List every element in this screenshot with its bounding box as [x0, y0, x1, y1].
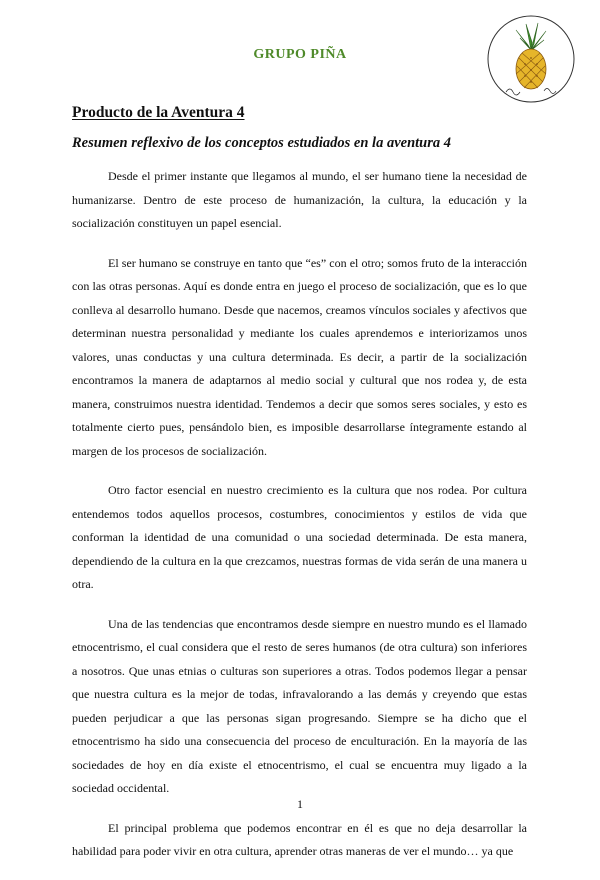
- paragraph: Desde el primer instante que llegamos al mundo, el ser humano tiene la necesidad de humanizarse. Dentro de este proceso de humanización, la cultura, la educación y la socialización constituyen un papel esencial.: [72, 169, 527, 230]
- page-number: 1: [297, 797, 303, 811]
- paragraph: Otro factor esencial en nuestro crecimiento es la cultura que nos rodea. Por cultura entendemos todos aquellos procesos, costumbres, conocimientos y estilos de vida que conforman la identidad de una comunidad o una sociedad determinada. De esta manera, dependiendo de la cultura en la que crezcamos, nuestras formas de vida serán de una manera u otra.: [72, 483, 527, 591]
- section-subheading: Resumen reflexivo de los conceptos estudiados en la aventura 4: [72, 135, 451, 151]
- paragraph: El ser humano se construye en tanto que “es” con el otro; somos fruto de la interacción con las otras personas. Aquí es donde entra en juego el proceso de socialización, que es lo que conlleva al desarrollo humano. Desde que nacemos, creamos vínculos sociales y afectivos que determinan nuestra personalidad y mediante los cuales aprendemos e interiorizamos unos valores, unas conductas y una cultura determinada. Es decir, a partir de la socialización encontramos la manera de adaptarnos al medio social y cultural que nos rodea y, de esta manera, construimos nuestra identidad. Tendemos a decir que somos seres sociales, y esto es totalmente cierto pues, pensándolo bien, es imposible desarrollarse íntegramente estando al margen de los procesos de socialización.: [72, 255, 527, 458]
- paragraph: Una de las tendencias que encontramos desde siempre en nuestro mundo es el llamado etnocentrismo, el cual considera que el resto de seres humanos (de otra cultura) son inferiores a nosotros. Que unas etnias o culturas son superiores a otras. Todos podemos llegar a pensar que nuestra cultura es la mejor de todas, infravalorando a las demás y creyendo que estas pueden perjudicar a que las personas sigan progresando. Siempre se ha dicho que el etnocentrismo ha sido una consecuencia del proceso de enculturación. En la mayoría de las sociedades de hoy en día existe el etnocentrismo, el cual se encuentra muy ligado a la sociedad occidental.: [72, 616, 527, 795]
- group-title: GRUPO PIÑA: [253, 47, 347, 62]
- pineapple-logo: [486, 14, 576, 104]
- paragraph: El principal problema que podemos encontrar en él es que no deja desarrollar la habilidad para poder vivir en otra cultura, aprender otras maneras de ver el mundo… ya que: [72, 820, 527, 858]
- section-heading: Producto de la Aventura 4: [72, 104, 245, 121]
- document-body: [72, 165, 527, 880]
